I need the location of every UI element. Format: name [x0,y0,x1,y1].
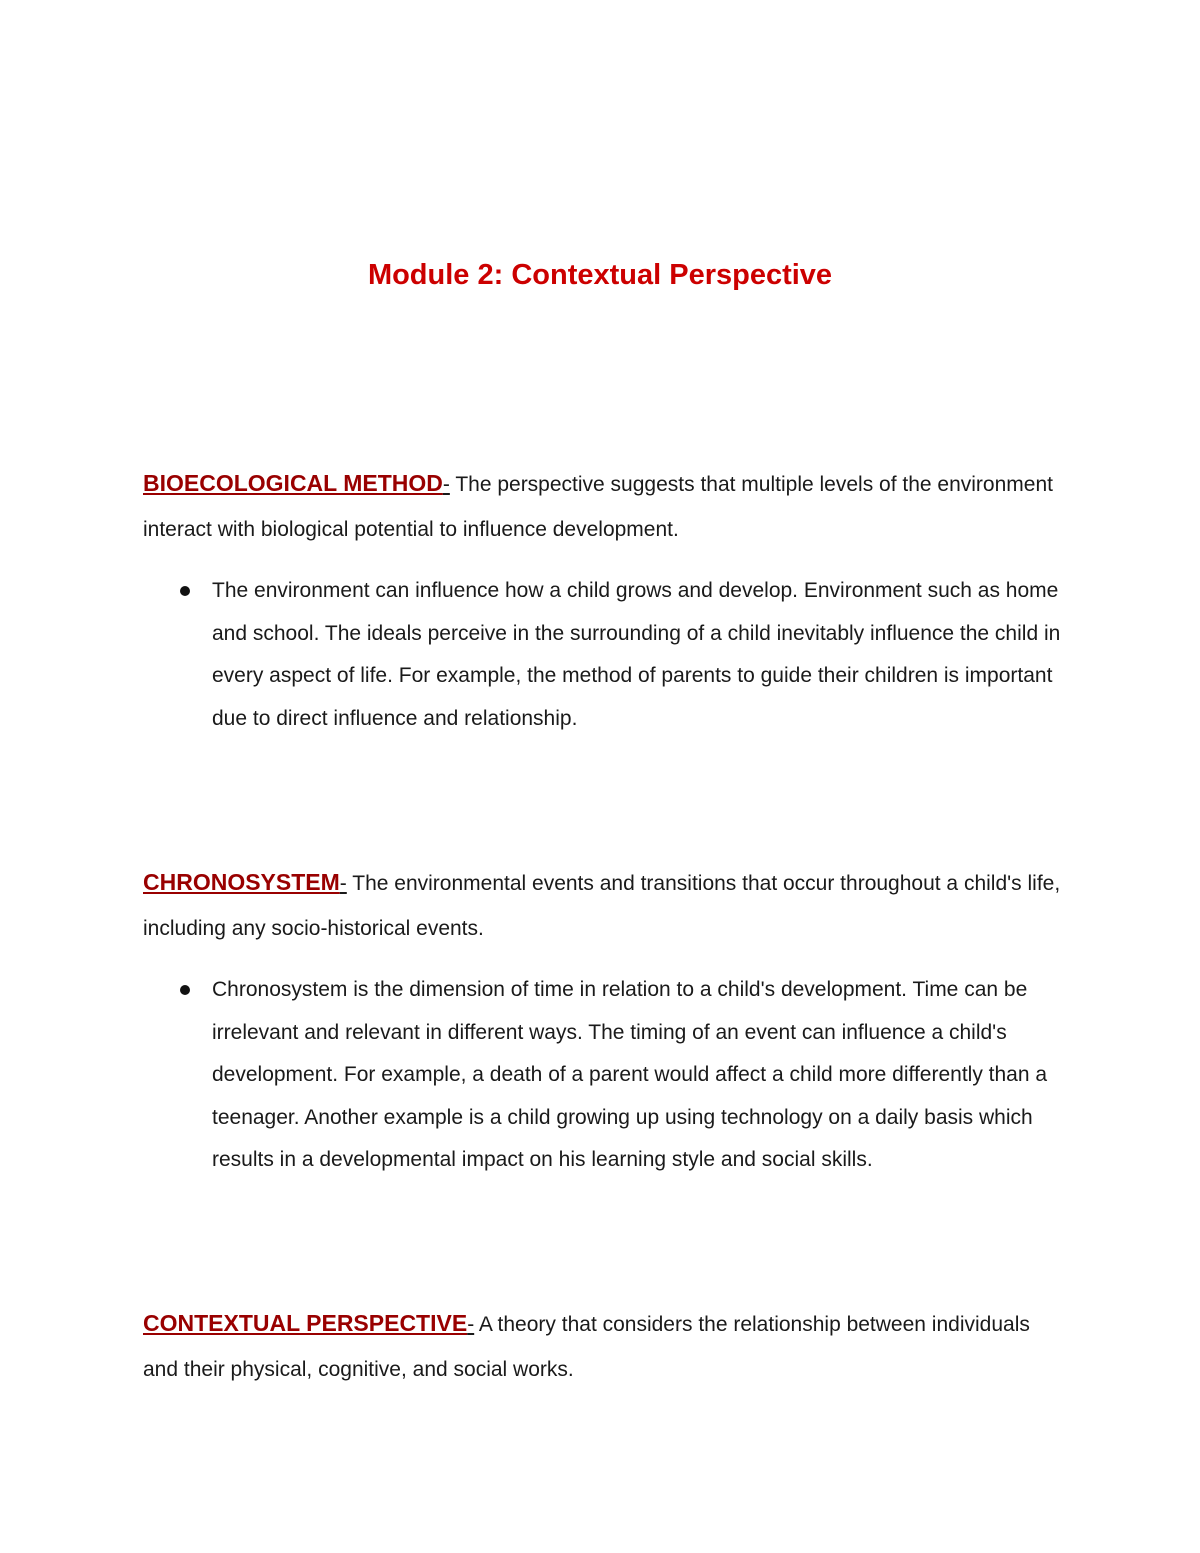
page-title: Module 2: Contextual Perspective [367,259,833,291]
bullet-dot-icon [180,586,190,596]
section-chronosystem [143,860,1063,1182]
section-bioecological-method [143,461,1063,740]
definition-paragraph [143,461,1063,552]
definition-text: The environmental events and transitions that occur throughout a child's life, including any socio-historical events. [143,872,1061,940]
bullet-list [143,969,1063,1182]
definition-text: A theory that considers the relationship between individuals and their physical, cognitive, and social works. [143,1313,1030,1381]
section-contextual-perspective [143,1301,1063,1392]
bullet-item [143,969,1062,1182]
term-dash: - [339,872,347,895]
bullet-item [143,570,1062,740]
definition-paragraph [143,1301,1063,1392]
term-heading: BIOECOLOGICAL METHOD [143,470,443,496]
term-heading: CONTEXTUAL PERSPECTIVE [143,1310,468,1336]
bullet-list [143,570,1063,740]
term-dash: - [467,1313,475,1336]
bullet-dot-icon [180,985,190,995]
term-dash: - [442,473,450,496]
bullet-text: The environment can influence how a child grows and develop. Environment such as home and school. The ideals perceive in the surrounding of a child inevitably influence the child in every aspect of life. For example, the method of parents to guide their children is important due to direct influence and relationship. [212,579,1061,730]
definition-paragraph [143,860,1063,951]
definition-text: The perspective suggests that multiple levels of the environment interact with biological potential to influence development. [143,473,1053,541]
bullet-text: Chronosystem is the dimension of time in relation to a child's development. Time can be irrelevant and relevant in different ways. The timing of an event can influence a child's development. For example, a death of a parent would affect a child more differently than a teenager. Another example is a child growing up using technology on a daily basis which results in a developmental impact on his learning style and social skills. [212,978,1048,1171]
term-heading: CHRONOSYSTEM [143,869,340,895]
